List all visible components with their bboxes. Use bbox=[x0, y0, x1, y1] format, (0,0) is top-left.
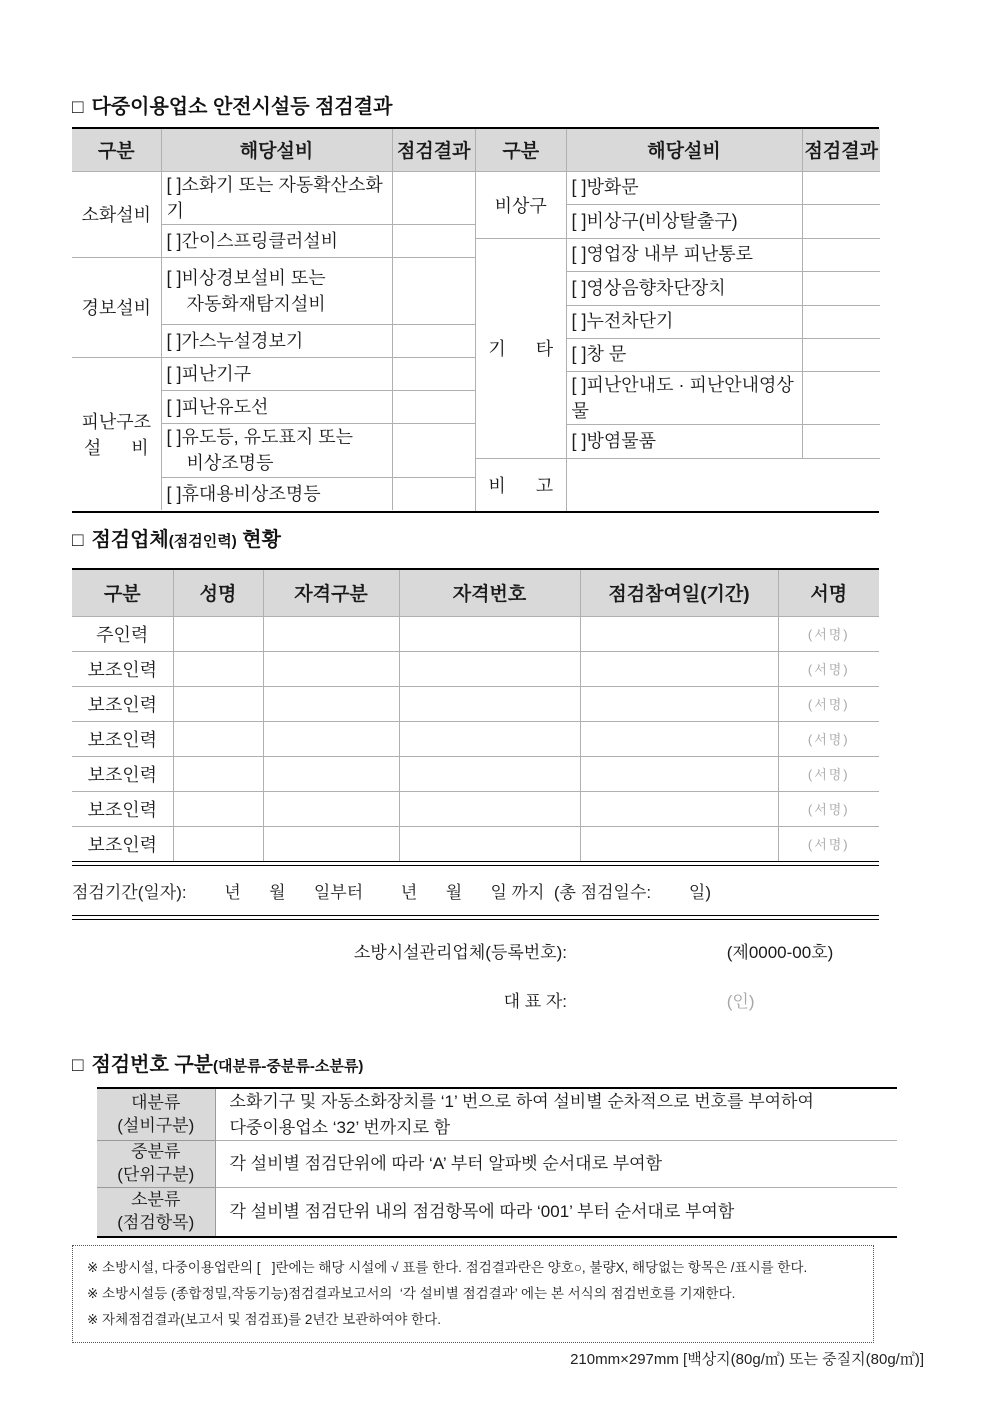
license-cell bbox=[399, 686, 580, 721]
result-cell bbox=[802, 305, 880, 338]
facility-item: [ ]휴대용비상조명등 bbox=[161, 477, 392, 510]
result-cell bbox=[802, 204, 880, 238]
col-header-result: 점검결과 bbox=[392, 129, 475, 171]
participation-cell bbox=[580, 791, 778, 826]
result-cell bbox=[392, 423, 475, 477]
facility-table-left bbox=[72, 129, 475, 510]
inspector-table bbox=[72, 570, 879, 861]
name-cell bbox=[173, 651, 263, 686]
category-etc: 기 타 bbox=[476, 238, 566, 458]
name-cell bbox=[173, 686, 263, 721]
name-cell bbox=[173, 756, 263, 791]
middle-class-label: 중분류 (단위구분) bbox=[97, 1141, 215, 1188]
qualification-cell bbox=[263, 651, 399, 686]
col-header-license-no: 자격번호 bbox=[399, 570, 580, 616]
participation-cell bbox=[580, 826, 778, 861]
facility-item: [ ]가스누설경보기 bbox=[161, 324, 392, 357]
facility-item: [ ]창 문 bbox=[566, 338, 802, 371]
inspector-role: 보조인력 bbox=[72, 686, 173, 721]
result-cell bbox=[802, 371, 880, 424]
notes-box bbox=[72, 1245, 874, 1343]
license-cell bbox=[399, 651, 580, 686]
col-header-participation: 점검참여일(기간) bbox=[580, 570, 778, 616]
numbering-table bbox=[97, 1089, 897, 1236]
section3-bullet-icon: □ bbox=[72, 1055, 84, 1076]
participation-cell bbox=[580, 651, 778, 686]
facility-item: [ ]피난기구 bbox=[161, 357, 392, 390]
name-cell bbox=[173, 616, 263, 651]
name-cell bbox=[173, 791, 263, 826]
facility-inspection-table bbox=[72, 127, 879, 513]
participation-cell bbox=[580, 721, 778, 756]
numbering-table-block bbox=[97, 1087, 897, 1238]
section2-bullet-icon: □ bbox=[72, 530, 84, 551]
section3-title bbox=[72, 1048, 363, 1077]
signature-placeholder: (서명) bbox=[778, 756, 879, 791]
col-header-gubun: 구분 bbox=[72, 129, 161, 171]
section2-title-paren: (점검인력) bbox=[168, 533, 237, 550]
section1-title-text: 다중이용업소 안전시설등 점검결과 bbox=[91, 96, 393, 118]
license-cell bbox=[399, 616, 580, 651]
section2-title bbox=[72, 523, 281, 552]
col-header-qualification: 자격구분 bbox=[263, 570, 399, 616]
representative-label: 대 표 자: bbox=[503, 992, 567, 1011]
facility-item: [ ]방염물품 bbox=[566, 424, 802, 458]
facility-item: [ ]영상음향차단장치 bbox=[566, 271, 802, 305]
remarks-label: 비 고 bbox=[476, 458, 566, 511]
facility-item: [ ]피난안내도 · 피난안내영상물 bbox=[566, 371, 802, 424]
middle-class-desc: 각 설비별 점검단위에 따라 ‘A’ 부터 알파벳 순서대로 부여함 bbox=[215, 1141, 897, 1188]
license-cell bbox=[399, 826, 580, 861]
col-header-gubun: 구분 bbox=[476, 129, 566, 171]
signature-placeholder: (서명) bbox=[778, 826, 879, 861]
inspector-role: 보조인력 bbox=[72, 791, 173, 826]
facility-item: [ ]누전차단기 bbox=[566, 305, 802, 338]
section3-title-paren: (대분류-중분류-소분류) bbox=[212, 1058, 364, 1075]
section3-title-text: 점검번호 구분 bbox=[91, 1054, 213, 1076]
minor-class-desc: 각 설비별 점검단위 내의 점검항목에 따라 ‘001’ 부터 순서대로 부여함 bbox=[215, 1188, 897, 1236]
qualification-cell bbox=[263, 616, 399, 651]
paper-spec-footer: 210mm×297mm [백상지(80g/㎡) 또는 중질지(80g/㎡)] bbox=[570, 1351, 924, 1368]
category-emergency-exit: 비상구 bbox=[476, 171, 566, 238]
section1-bullet-icon: □ bbox=[72, 97, 84, 118]
facility-item: [ ]소화기 또는 자동확산소화기 bbox=[161, 171, 392, 224]
inspector-role: 보조인력 bbox=[72, 756, 173, 791]
result-cell bbox=[392, 390, 475, 423]
facility-item: [ ]비상경보설비 또는 자동화재탐지설비 bbox=[161, 257, 392, 324]
qualification-cell bbox=[263, 721, 399, 756]
remarks-cell bbox=[566, 458, 880, 511]
note-line: ※ 자체점검결과(보고서 및 점검표)를 2년간 보관하여야 한다. bbox=[87, 1312, 442, 1327]
management-company-value: (제0000-00호) bbox=[726, 943, 834, 962]
note-line: ※ 소방시설등 (종합정밀,작동기능)점검결과보고서의 ‘각 설비별 점검결과’ 에는 본 서식의 점검번호를 기재한다. bbox=[87, 1286, 736, 1301]
participation-cell bbox=[580, 756, 778, 791]
double-rule bbox=[72, 915, 879, 920]
major-class-desc: 소화기구 및 자동소화장치를 ‘1’ 번으로 하여 설비별 순차적으로 번호를 부여하여 다중이용업소 ‘32’ 번까지로 함 bbox=[215, 1089, 897, 1141]
facility-item: [ ]피난유도선 bbox=[161, 390, 392, 423]
col-header-name: 성명 bbox=[173, 570, 263, 616]
license-cell bbox=[399, 791, 580, 826]
signature-placeholder: (서명) bbox=[778, 721, 879, 756]
facility-item: [ ]영업장 내부 피난통로 bbox=[566, 238, 802, 271]
section2-title-suffix: 현황 bbox=[242, 529, 281, 551]
name-cell bbox=[173, 826, 263, 861]
facility-item: [ ]비상구(비상탈출구) bbox=[566, 204, 802, 238]
result-cell bbox=[392, 357, 475, 390]
inspector-role: 주인력 bbox=[72, 616, 173, 651]
representative-seal-placeholder: (인) bbox=[726, 992, 755, 1011]
result-cell bbox=[392, 477, 475, 510]
section1-title bbox=[72, 90, 392, 119]
signature-placeholder: (서명) bbox=[778, 651, 879, 686]
qualification-cell bbox=[263, 686, 399, 721]
signature-placeholder: (서명) bbox=[778, 616, 879, 651]
company-block bbox=[72, 938, 879, 1036]
participation-cell bbox=[580, 686, 778, 721]
inspector-table-block bbox=[72, 568, 879, 920]
col-header-signature: 서명 bbox=[778, 570, 879, 616]
participation-cell bbox=[580, 616, 778, 651]
facility-table-right bbox=[476, 129, 880, 511]
minor-class-label: 소분류 (점검항목) bbox=[97, 1188, 215, 1236]
management-company-label: 소방시설관리업체(등록번호): bbox=[353, 943, 567, 962]
result-cell bbox=[802, 338, 880, 371]
license-cell bbox=[399, 721, 580, 756]
col-header-facility: 해당설비 bbox=[161, 129, 392, 171]
category-evacuation: 피난구조 설 비 bbox=[72, 357, 161, 510]
inspector-role: 보조인력 bbox=[72, 651, 173, 686]
result-cell bbox=[802, 238, 880, 271]
result-cell bbox=[802, 424, 880, 458]
name-cell bbox=[173, 721, 263, 756]
result-cell bbox=[392, 324, 475, 357]
inspector-role: 보조인력 bbox=[72, 826, 173, 861]
col-header-result: 점검결과 bbox=[802, 129, 880, 171]
license-cell bbox=[399, 756, 580, 791]
section2-title-text: 점검업체 bbox=[91, 529, 169, 551]
note-line: ※ 소방시설, 다중이용업란의 [ ]란에는 해당 시설에 √ 표를 한다. 점검결과란은 양호○, 불량X, 해당없는 항목은 /표시를 한다. bbox=[87, 1260, 808, 1275]
result-cell bbox=[802, 171, 880, 204]
category-fire-extinguishing: 소화설비 bbox=[72, 171, 161, 257]
facility-item: [ ]방화문 bbox=[566, 171, 802, 204]
facility-item: [ ]간이스프링클러설비 bbox=[161, 224, 392, 257]
col-header-facility: 해당설비 bbox=[566, 129, 802, 171]
result-cell bbox=[392, 257, 475, 324]
inspection-period-line: 점검기간(일자): 년 월 일부터 년 월 일 까지 (총 점검일수: 일) bbox=[72, 883, 711, 902]
facility-item: [ ]유도등, 유도표지 또는 비상조명등 bbox=[161, 423, 392, 477]
qualification-cell bbox=[263, 756, 399, 791]
result-cell bbox=[802, 271, 880, 305]
major-class-label: 대분류 (설비구분) bbox=[97, 1089, 215, 1141]
result-cell bbox=[392, 224, 475, 257]
category-alarm: 경보설비 bbox=[72, 257, 161, 357]
col-header-gubun: 구분 bbox=[72, 570, 173, 616]
qualification-cell bbox=[263, 791, 399, 826]
signature-placeholder: (서명) bbox=[778, 686, 879, 721]
qualification-cell bbox=[263, 826, 399, 861]
inspector-role: 보조인력 bbox=[72, 721, 173, 756]
signature-placeholder: (서명) bbox=[778, 791, 879, 826]
result-cell bbox=[392, 171, 475, 224]
